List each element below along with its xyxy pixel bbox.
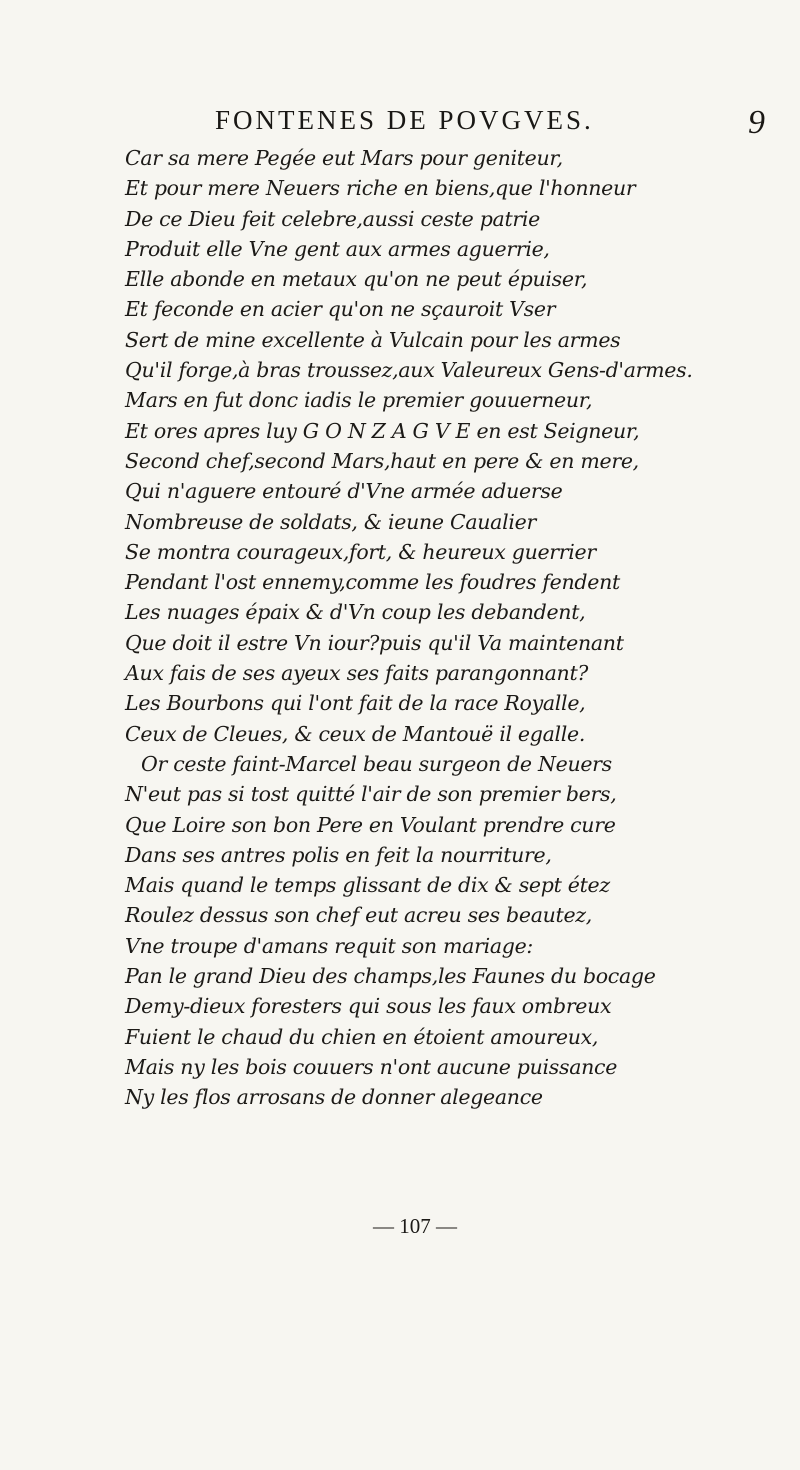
running-title: FONTENES DE POVGVES. <box>215 105 594 135</box>
verse-line: Mars en fut donc iadis le premier gouuerneur, <box>125 388 593 413</box>
verse-line: Qui n'aguere entouré d'Vne armée aduerse <box>125 479 563 504</box>
verse-line: Qu'il forge,à bras troussez,aux Valeureux Gens-d'armes. <box>125 358 693 383</box>
verse-line: Ceux de Cleues, & ceux de Mantouë il egalle. <box>125 721 586 746</box>
verse-line: N'eut pas si tost quitté l'air de son premier bers, <box>125 782 617 807</box>
verse-line: Les Bourbons qui l'ont fait de la race Royalle, <box>125 691 586 716</box>
verse-line: Nombreuse de soldats, & ieune Caualier <box>125 509 536 534</box>
verse-line: Fuient le chaud du chien en étoient amoureux, <box>125 1024 599 1049</box>
verse-line: De ce Dieu feit celebre,aussi ceste patrie <box>125 206 540 231</box>
verse-line: Or ceste faint-Marcel beau surgeon de Neuers <box>141 751 612 776</box>
verse-line: Mais ny les bois couuers n'ont aucune puissance <box>125 1054 618 1079</box>
verse-line: Pan le grand Dieu des champs,les Faunes du bocage <box>125 964 656 989</box>
verse-line: Car sa mere Pegée eut Mars pour geniteur, <box>125 146 563 170</box>
verse-line: Se montra courageux,fort, & heureux guerrier <box>125 539 596 564</box>
verse-line: Et feconde en acier qu'on ne sçauroit Vser <box>125 297 556 322</box>
verse-line: Sert de mine excellente à Vulcain pour les armes <box>125 327 621 352</box>
verse-line: Elle abonde en metaux qu'on ne peut épuiser, <box>125 267 588 292</box>
verse-line: Ny les flos arrosans de donner alegeance <box>125 1085 543 1110</box>
verse-line: Vne troupe d'amans requit son mariage: <box>125 933 534 958</box>
verse-line: Les nuages épaix & d'Vn coup les debandent, <box>125 600 586 625</box>
verse-line: Produit elle Vne gent aux armes aguerrie, <box>125 236 550 261</box>
verse-line: Aux fais de ses ayeux ses faits parangonnant? <box>125 661 589 686</box>
verse-line: Second chef,second Mars,haut en pere & en mere, <box>125 448 639 473</box>
verse-line: Et pour mere Neuers riche en biens,que l'honneur <box>125 176 636 201</box>
folio-number: 9 <box>748 104 765 141</box>
verse-line: Mais quand le temps glissant de dix & sept étez <box>125 873 610 898</box>
verse-line: Que Loire son bon Pere en Voulant prendre cure <box>125 812 616 837</box>
verse-line: Roulez dessus son chef eut acreu ses beautez, <box>125 903 593 928</box>
verse-line: Pendant l'ost ennemy,comme les foudres fendent <box>125 570 620 595</box>
verse-line: Dans ses antres polis en feit la nourriture, <box>125 842 552 867</box>
verse-block <box>125 143 785 1113</box>
footer-page-number: — 107 — <box>373 1214 457 1238</box>
verse-line: Que doit il estre Vn iour?puis qu'il Va maintenant <box>125 630 624 655</box>
verse-line: Demy-dieux foresters qui sous les faux ombreux <box>125 994 612 1019</box>
verse-line: Et ores apres luy G O N Z A G V E en est Seigneur, <box>125 418 640 443</box>
